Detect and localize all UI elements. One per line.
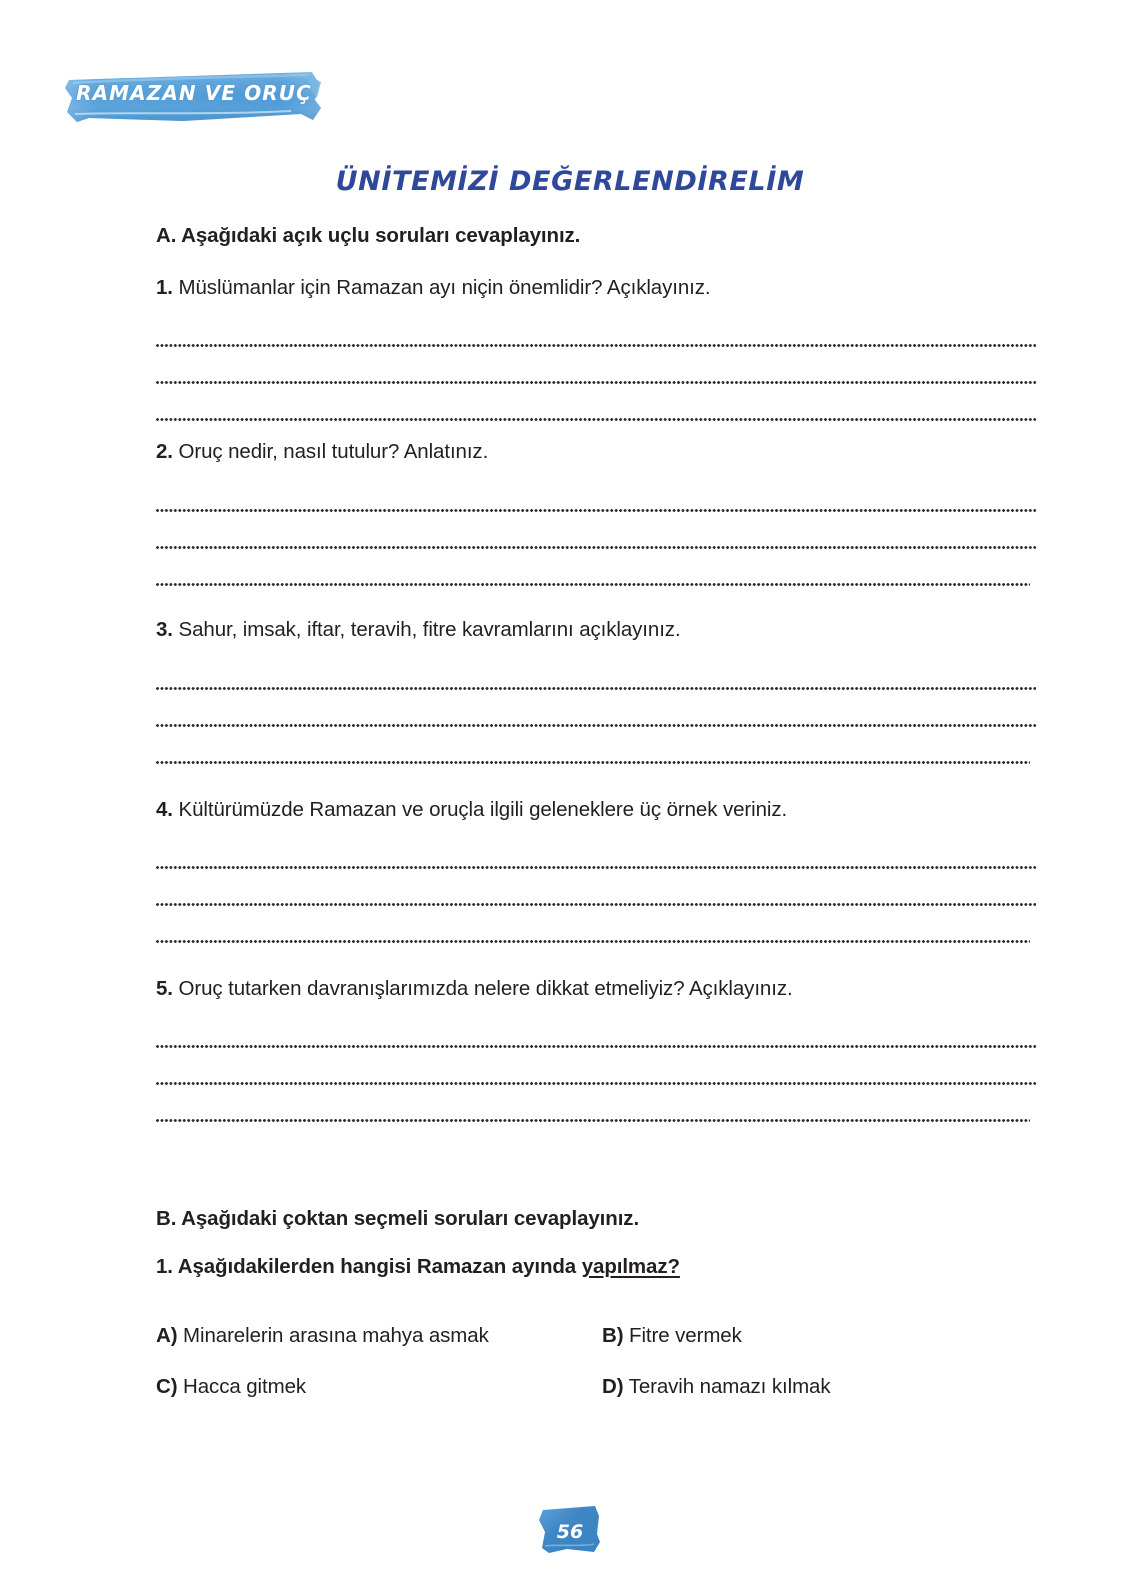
mc-question-1-keyword: yapılmaz?: [581, 1255, 680, 1278]
answer-line-5-2[interactable]: [156, 1082, 1036, 1085]
option-b-text: Fitre vermek: [629, 1324, 742, 1347]
answer-line-1-3[interactable]: [156, 418, 1036, 421]
answer-line-5-1[interactable]: [156, 1045, 1036, 1048]
section-b-heading: B. Aşağıdaki çoktan seçmeli soruları cevaplayınız.: [156, 1207, 640, 1230]
answer-line-1-1[interactable]: [156, 344, 1036, 347]
option-a[interactable]: [156, 1324, 489, 1348]
answer-line-2-1[interactable]: [156, 509, 1036, 512]
option-c[interactable]: [156, 1375, 306, 1399]
option-a-text: Minarelerin arasına mahya asmak: [183, 1324, 489, 1347]
question-4: [156, 798, 787, 822]
question-5-number: 5.: [156, 977, 173, 1000]
question-5: [156, 977, 793, 1001]
question-5-text: Oruç tutarken davranışlarımızda nelere dikkat etmeliyiz? Açıklayınız.: [178, 977, 793, 1000]
answer-line-2-3[interactable]: [156, 583, 1030, 586]
option-d[interactable]: [602, 1375, 831, 1399]
answer-line-3-3[interactable]: [156, 761, 1030, 764]
question-4-text: Kültürümüzde Ramazan ve oruçla ilgili geleneklere üç örnek veriniz.: [178, 798, 788, 821]
question-3-number: 3.: [156, 618, 173, 641]
question-4-number: 4.: [156, 798, 173, 821]
unit-banner: [63, 68, 325, 128]
answer-line-2-2[interactable]: [156, 546, 1036, 549]
question-1-number: 1.: [156, 276, 173, 299]
page-number-badge: [537, 1504, 603, 1559]
question-3: [156, 618, 681, 642]
question-1: [156, 276, 711, 300]
question-2: [156, 440, 488, 464]
unit-banner-label: RAMAZAN VE ORUÇ: [76, 81, 312, 105]
mc-question-1-text: Aşağıdakilerden hangisi Ramazan ayında: [177, 1255, 582, 1278]
question-3-text: Sahur, imsak, iftar, teravih, fitre kavramlarını açıklayınız.: [178, 618, 681, 641]
option-d-label: D): [602, 1375, 624, 1398]
mc-question-1-number: 1.: [156, 1255, 173, 1278]
question-2-text: Oruç nedir, nasıl tutulur? Anlatınız.: [178, 440, 489, 463]
answer-line-4-1[interactable]: [156, 866, 1036, 869]
option-c-text: Hacca gitmek: [183, 1375, 307, 1398]
mc-question-1: [156, 1255, 680, 1279]
answer-line-4-2[interactable]: [156, 903, 1036, 906]
answer-line-1-2[interactable]: [156, 381, 1036, 384]
option-a-label: A): [156, 1324, 178, 1347]
answer-line-3-2[interactable]: [156, 724, 1036, 727]
question-1-text: Müslümanlar için Ramazan ayı niçin önemlidir? Açıklayınız.: [178, 276, 711, 299]
page-title: ÜNİTEMİZİ DEĞERLENDİRELİM: [335, 166, 805, 197]
page-number: 56: [556, 1521, 584, 1543]
question-2-number: 2.: [156, 440, 173, 463]
option-d-text: Teravih namazı kılmak: [628, 1375, 831, 1398]
answer-line-3-1[interactable]: [156, 687, 1036, 690]
option-c-label: C): [156, 1375, 178, 1398]
answer-line-4-3[interactable]: [156, 940, 1030, 943]
section-a-heading: A. Aşağıdaki açık uçlu soruları cevaplayınız.: [156, 224, 581, 247]
option-b[interactable]: [602, 1324, 742, 1348]
option-b-label: B): [602, 1324, 624, 1347]
answer-line-5-3[interactable]: [156, 1119, 1030, 1122]
